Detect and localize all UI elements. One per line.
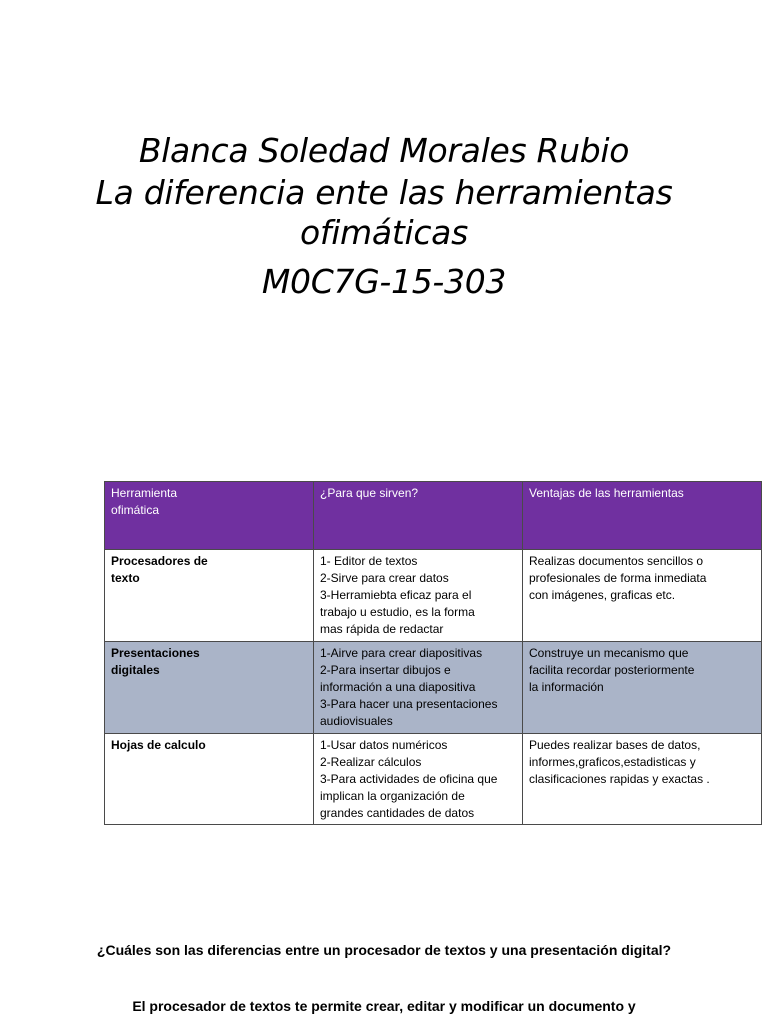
cell-line: 3-Para actividades de oficina que (320, 772, 498, 786)
cell-line: 1-Airve para crear diapositivas (320, 646, 483, 660)
cell-line: 2-Para insertar dibujos e (320, 663, 451, 677)
cell-line: facilita recordar posteriormente (529, 663, 695, 677)
row-advantages (523, 642, 762, 734)
header-purpose (314, 482, 523, 550)
cell-line: Presentaciones (111, 646, 200, 660)
title-block (0, 128, 768, 304)
header-advantages-line: Ventajas de las herramientas (529, 486, 684, 500)
row-category (105, 642, 314, 734)
header-tool-line: ofimática (111, 503, 160, 517)
cell-line: audiovisuales (320, 714, 393, 728)
group-code: M0C7G-15-303 (261, 262, 507, 301)
header-purpose-line: ¿Para que sirven? (320, 486, 419, 500)
cell-line: informes,graficos,estadisticas y (529, 755, 696, 769)
cell-line: con imágenes, graficas etc. (529, 588, 676, 602)
document-title-line-1: La diferencia ente las herramientas (95, 173, 673, 212)
cell-line: 3-Herramiebta eficaz para el (320, 588, 472, 602)
table-row (105, 734, 762, 825)
cell-line: mas rápida de redactar (320, 622, 444, 636)
cell-line: implican la organización de (320, 789, 465, 803)
table-row (105, 642, 762, 734)
cell-line: grandes cantidades de datos (320, 806, 475, 820)
cell-line: 2-Realizar cálculos (320, 755, 422, 769)
table-row (105, 550, 762, 642)
cell-line: la información (529, 680, 604, 694)
row-category (105, 734, 314, 825)
row-uses (314, 642, 523, 734)
cell-line: Puedes realizar bases de datos, (529, 738, 701, 752)
question-text: ¿Cuáles son las diferencias entre un procesador de textos y una presentación digital? (96, 942, 672, 958)
row-advantages (523, 734, 762, 825)
author-name: Blanca Soledad Morales Rubio (138, 131, 630, 170)
cell-line: 1- Editor de textos (320, 554, 418, 568)
tools-comparison-table (104, 481, 762, 825)
cell-line: Procesadores de (111, 554, 208, 568)
cell-line: profesionales de forma inmediata (529, 571, 707, 585)
cell-line: Construye un mecanismo que (529, 646, 689, 660)
table-header-row (105, 482, 762, 550)
cell-line: 1-Usar datos numéricos (320, 738, 448, 752)
cell-line: 3-Para hacer una presentaciones (320, 697, 498, 711)
row-uses (314, 550, 523, 642)
document-title-line-2: ofimáticas (299, 213, 468, 252)
cell-line: Hojas de calculo (111, 738, 206, 752)
answer-text: El procesador de textos te permite crear, editar y modificar un documento y (132, 998, 636, 1014)
header-tool (105, 482, 314, 550)
cell-line: trabajo u estudio, es la forma (320, 605, 475, 619)
cell-line: información a una diapositiva (320, 680, 476, 694)
row-category (105, 550, 314, 642)
header-advantages (523, 482, 762, 550)
cell-line: clasificaciones rapidas y exactas . (529, 772, 710, 786)
row-advantages (523, 550, 762, 642)
cell-line: 2-Sirve para crear datos (320, 571, 449, 585)
cell-line: texto (111, 571, 140, 585)
row-uses (314, 734, 523, 825)
cell-line: digitales (111, 663, 160, 677)
header-tool-line: Herramienta (111, 486, 178, 500)
cell-line: Realizas documentos sencillos o (529, 554, 704, 568)
